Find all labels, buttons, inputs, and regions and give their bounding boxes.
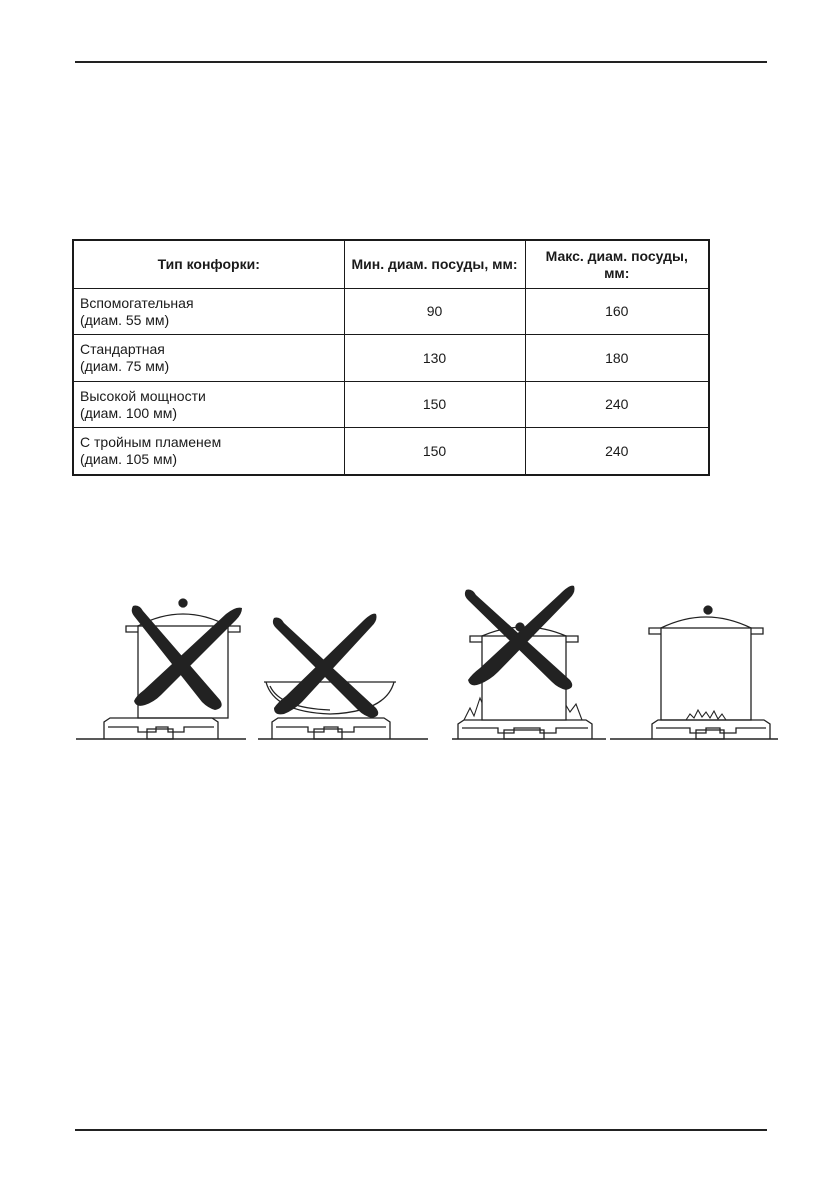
max-diameter-cell: 180 [525,335,709,381]
footer-rule [75,1129,767,1131]
min-diameter-cell: 130 [344,335,525,381]
burner-type-cell: С тройным пламенем (диам. 105 мм) [73,428,344,475]
burner-icon [458,720,592,739]
burner-icon [104,718,218,739]
min-diameter-cell: 90 [344,289,525,335]
table-row [73,381,709,427]
table-row [73,428,709,475]
burner-type-cell: Стандартная (диам. 75 мм) [73,335,344,381]
table-row [73,335,709,381]
pot-icon [649,606,763,720]
min-diameter-cell: 150 [344,381,525,427]
header-min-diameter: Мин. диам. посуды, мм: [344,240,525,289]
illustration-correct-pot [610,600,778,742]
table-header-row [73,240,709,289]
cross-icon [273,614,378,718]
header-burner-type: Тип конфорки: [73,240,344,289]
illustration-narrow-pot [76,590,246,742]
burner-type-cell: Вспомогательная (диам. 55 мм) [73,289,344,335]
header-rule [75,61,767,63]
header-max-diameter: Макс. диам. посуды, мм: [525,240,709,289]
max-diameter-cell: 240 [525,381,709,427]
burner-icon [272,718,390,739]
burner-type-cell: Высокой мощности (диам. 100 мм) [73,381,344,427]
burner-size-table [72,239,710,476]
cross-icon [132,606,242,710]
max-diameter-cell: 240 [525,428,709,475]
illustration-round-wok [258,610,432,742]
illustration-small-pot-large-flame [452,584,606,742]
table-row [73,289,709,335]
max-diameter-cell: 160 [525,289,709,335]
min-diameter-cell: 150 [344,428,525,475]
flame-icon [686,710,726,720]
burner-icon [652,720,770,739]
